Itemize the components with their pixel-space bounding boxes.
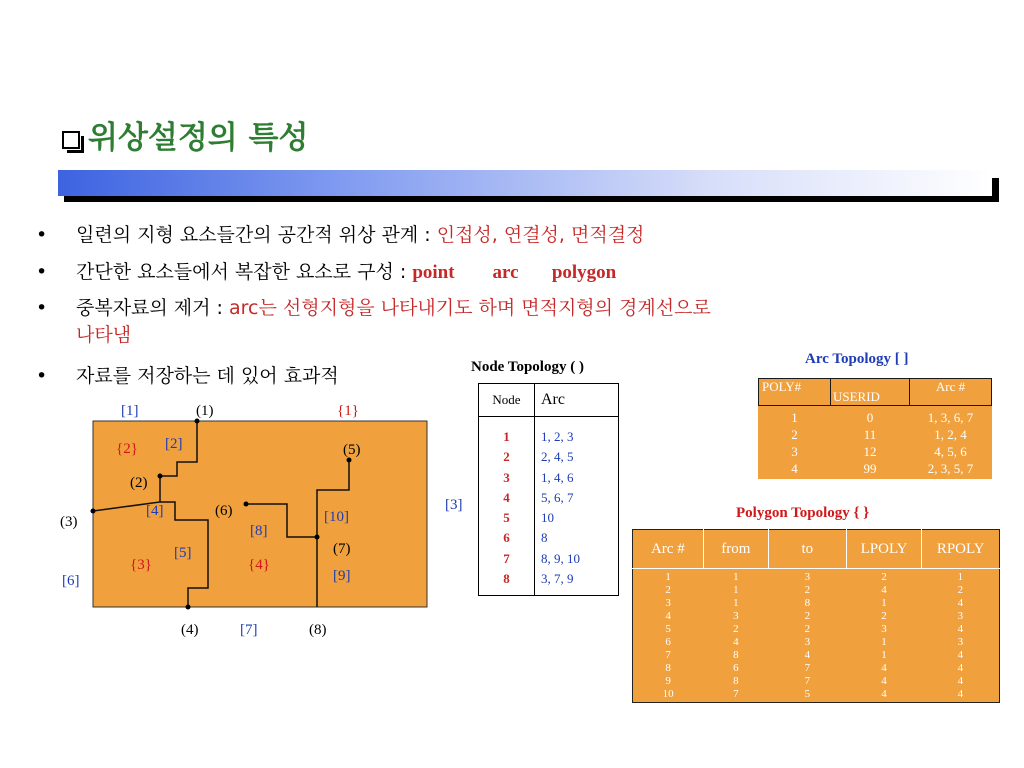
node-arc-list: 8, 9, 10 — [541, 550, 580, 566]
cell: 1 — [881, 649, 887, 661]
cell: 4 — [881, 662, 887, 674]
from-column — [703, 569, 768, 703]
arc-label: [1] — [121, 403, 139, 419]
cell: 3 — [957, 610, 964, 622]
node-label: (5) — [343, 442, 361, 458]
userid-value: 12 — [863, 444, 877, 459]
node-id: 8 — [503, 571, 510, 587]
arc-label: [10] — [324, 509, 349, 525]
cell: 4 — [881, 675, 887, 687]
table-header-row — [479, 384, 619, 417]
cell: 4 — [733, 636, 739, 648]
poly-column — [759, 406, 831, 480]
cell: 3 — [804, 571, 811, 583]
node-label: (1) — [196, 403, 214, 419]
node-id: 2 — [503, 449, 510, 465]
cell: 1 — [881, 597, 887, 609]
node-id: 6 — [503, 530, 510, 546]
node-id: 1 — [503, 429, 510, 444]
polygon-label: {3} — [130, 557, 152, 573]
cell: 8 — [665, 662, 671, 674]
cell: 6 — [665, 636, 671, 648]
cell: 1 — [665, 571, 671, 583]
cell: 2 — [665, 584, 671, 596]
polygon-topology-title: Polygon Topology { } — [736, 505, 870, 521]
bullet-body: 자료를 저장하는 데 있어 효과적 — [76, 365, 339, 387]
arc-label: [3] — [445, 497, 463, 513]
to-header: to — [768, 530, 846, 569]
cell: 7 — [665, 649, 671, 661]
node-id: 4 — [503, 489, 510, 505]
table-row — [759, 406, 992, 480]
bullet-dot: • — [36, 297, 48, 319]
cell: 1 — [957, 571, 964, 583]
bullet-highlight: 인접성, 연결성, 면적결정 — [436, 224, 645, 246]
polygon-label: {4} — [248, 557, 270, 573]
cell: 4 — [957, 649, 964, 661]
cell: 2 — [957, 584, 964, 596]
node-point — [244, 502, 249, 507]
node-id: 3 — [503, 469, 510, 485]
bullet-body: 간단한 요소들에서 복잡한 요소로 구성 : — [76, 261, 413, 283]
poly-id: 4 — [791, 461, 798, 476]
node-label: (6) — [215, 503, 233, 519]
polygon-label: {1} — [337, 403, 359, 419]
arc-label: [8] — [250, 523, 268, 539]
bullet-highlight: arc는 선형지형을 나타내기도 하며 면적지형의 경계선으로 — [229, 297, 711, 319]
node-point — [158, 474, 163, 479]
node-id-column — [479, 417, 535, 596]
cell: 2 — [804, 623, 811, 635]
table-header-row — [633, 530, 1000, 569]
table-row — [633, 569, 1000, 703]
node-label: (3) — [60, 514, 78, 530]
cell: 4 — [957, 623, 964, 635]
cell: 7 — [804, 675, 811, 687]
node-arc-list: 5, 6, 7 — [541, 489, 574, 505]
cell: 8 — [733, 649, 739, 661]
cell: 9 — [665, 675, 671, 687]
cell: 4 — [957, 688, 964, 700]
bullet-dot: • — [36, 261, 48, 283]
arc-number-header: Arc # — [633, 530, 704, 569]
arc-header: Arc — [535, 384, 619, 417]
arc-list-column — [910, 406, 992, 480]
arc-list: 1, 3, 6, 7 — [927, 410, 974, 425]
node-label: (4) — [181, 622, 199, 638]
arc-label: [2] — [165, 436, 183, 452]
node-arc-list: 1, 4, 6 — [541, 469, 574, 485]
cell: 2 — [881, 610, 887, 622]
cell: 10 — [662, 688, 674, 700]
cell: 2 — [804, 584, 811, 596]
polygon-label: {2} — [116, 441, 138, 457]
cell: 4 — [957, 662, 964, 674]
cell: 3 — [733, 610, 739, 622]
cell: 1 — [733, 571, 739, 583]
slide-title-text: 위상설정의 특성 — [88, 120, 309, 156]
arc-label: [4] — [146, 503, 164, 519]
cell: 4 — [804, 649, 811, 661]
cell: 8 — [804, 597, 811, 609]
arc-list: 4, 5, 6 — [934, 444, 967, 459]
userid-header: USERID — [831, 379, 910, 406]
node-label: (2) — [130, 475, 148, 491]
cell: 5 — [665, 623, 671, 635]
table-row — [479, 417, 619, 596]
node-arc-list: 3, 7, 9 — [541, 571, 574, 587]
node-topology-table — [478, 383, 619, 596]
poly-id: 1 — [791, 410, 798, 425]
node-arc-list: 1, 2, 3 — [541, 429, 574, 444]
node-arc-list: 8 — [541, 530, 548, 546]
cell: 4 — [665, 610, 671, 622]
node-arc-list: 10 — [541, 510, 554, 526]
arc-label: [7] — [240, 622, 258, 638]
node-header: Node — [479, 384, 535, 417]
study-area-rectangle — [93, 421, 427, 607]
bullet-dot: • — [36, 365, 48, 387]
cell: 1 — [881, 636, 887, 648]
cell: 3 — [881, 623, 887, 635]
arc-label: [6] — [62, 573, 80, 589]
cell: 4 — [881, 584, 887, 596]
node-point — [315, 535, 320, 540]
table-header-row — [759, 379, 992, 406]
cell: 8 — [733, 675, 739, 687]
cell: 4 — [881, 688, 887, 700]
node-label: (8) — [309, 622, 327, 638]
node-id: 7 — [503, 550, 510, 566]
node-point — [91, 509, 96, 514]
cell: 2 — [881, 571, 887, 583]
arc-number-column — [633, 569, 704, 703]
rpoly-column — [922, 569, 1000, 703]
cell: 2 — [804, 610, 811, 622]
polygon-topology-table — [632, 529, 1000, 703]
bullet-dot: • — [36, 224, 48, 246]
node-arc-list: 2, 4, 5 — [541, 449, 574, 465]
cell: 3 — [957, 636, 964, 648]
poly-id: 2 — [791, 427, 798, 442]
arc-label: [5] — [174, 545, 192, 561]
poly-id: 3 — [791, 444, 798, 459]
cell: 7 — [804, 662, 811, 674]
cell: 1 — [733, 584, 739, 596]
arc-label: [9] — [333, 568, 351, 584]
cell: 4 — [957, 597, 964, 609]
cell: 2 — [733, 623, 739, 635]
bullet-highlight-continuation: 나타냄 — [76, 324, 132, 346]
arc-list: 1, 2, 4 — [934, 427, 967, 442]
cell: 1 — [733, 597, 739, 609]
userid-value: 11 — [863, 427, 877, 442]
cell: 7 — [733, 688, 739, 700]
node-point — [186, 605, 191, 610]
cell: 3 — [665, 597, 671, 609]
bullet-body: 중복자료의 제거 : — [76, 297, 229, 319]
userid-value: 99 — [863, 461, 877, 476]
lpoly-column — [846, 569, 922, 703]
arcs-header: Arc # — [910, 379, 992, 406]
bullet-body: 일련의 지형 요소들간의 공간적 위상 관계 : — [76, 224, 437, 246]
node-label: (7) — [333, 541, 351, 557]
bullet-highlight: point arc polygon — [412, 262, 617, 283]
lpoly-header: LPOLY — [846, 530, 922, 569]
node-arc-column — [535, 417, 619, 596]
arc-topology-title: Arc Topology [ ] — [805, 351, 909, 367]
poly-header: POLY# — [759, 379, 831, 406]
node-topology-title: Node Topology ( ) — [471, 359, 584, 375]
userid-value: 0 — [866, 410, 874, 425]
arc-topology-table — [758, 378, 992, 479]
arc-list: 2, 3, 5, 7 — [927, 461, 974, 476]
userid-column — [831, 406, 910, 480]
cell: 3 — [804, 636, 811, 648]
node-id: 5 — [503, 510, 510, 526]
cell: 6 — [733, 662, 739, 674]
from-header: from — [703, 530, 768, 569]
rpoly-header: RPOLY — [922, 530, 1000, 569]
cell: 4 — [957, 675, 964, 687]
cell: 5 — [804, 688, 811, 700]
to-column — [768, 569, 846, 703]
